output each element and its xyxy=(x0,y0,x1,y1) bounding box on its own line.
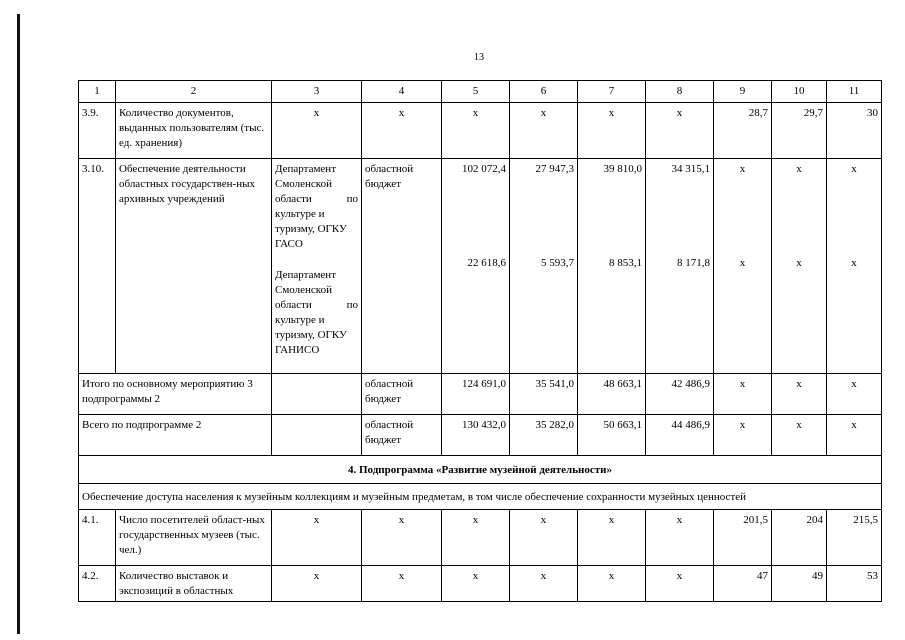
header-cell: 3 xyxy=(272,81,362,103)
table-cell: 28,7 xyxy=(714,103,772,159)
table-cell: x xyxy=(646,566,714,602)
table-cell xyxy=(272,415,362,456)
table-cell: x xyxy=(362,566,442,602)
header-cell: 1 xyxy=(79,81,116,103)
section-goal-row xyxy=(79,484,882,510)
value-a: 39 810,0 xyxy=(603,163,642,175)
value-a: 102 072,4 xyxy=(462,163,506,175)
value-b: 8 853,1 xyxy=(609,257,642,269)
table-cell xyxy=(578,159,646,374)
funding-source: областной бюджет xyxy=(362,415,442,456)
table-cell: x xyxy=(578,103,646,159)
table-cell xyxy=(272,374,362,415)
table-row-4-2 xyxy=(79,566,882,602)
total-label: Итого по основному мероприятию 3 подпрограммы 2 xyxy=(79,374,272,415)
table-cell: 130 432,0 xyxy=(442,415,510,456)
table-cell: x xyxy=(827,415,882,456)
table-cell: x xyxy=(714,415,772,456)
scan-edge-bar xyxy=(17,14,20,634)
header-cell: 2 xyxy=(116,81,272,103)
header-cell: 11 xyxy=(827,81,882,103)
value-b: 8 171,8 xyxy=(677,257,710,269)
executor-line: культуре и туризму, ОГКУ ГАНИСО xyxy=(275,314,347,356)
header-cell: 5 xyxy=(442,81,510,103)
table-cell: x xyxy=(510,566,578,602)
indicator-name: Число посетителей област-ных государственных музеев (тыс. чел.) xyxy=(116,510,272,566)
table-cell xyxy=(442,159,510,374)
table-cell: 44 486,9 xyxy=(646,415,714,456)
row-number: 3.10. xyxy=(79,159,116,374)
table-row-4-1 xyxy=(79,510,882,566)
header-cell: 4 xyxy=(362,81,442,103)
table-row-total-subprogram xyxy=(79,415,882,456)
table-cell: 124 691,0 xyxy=(442,374,510,415)
value-b: x xyxy=(851,257,857,269)
header-cell: 9 xyxy=(714,81,772,103)
table-cell: x xyxy=(510,510,578,566)
table-row-3-10 xyxy=(79,159,882,374)
table-cell: x xyxy=(827,374,882,415)
funding-source: областной бюджет xyxy=(362,159,442,374)
table-cell: x xyxy=(442,103,510,159)
table-cell: x xyxy=(272,510,362,566)
table-cell: 201,5 xyxy=(714,510,772,566)
value-a: 34 315,1 xyxy=(671,163,710,175)
value-b: x xyxy=(796,257,802,269)
row-number: 4.1. xyxy=(79,510,116,566)
indicator-name: Обеспечение деятельности областных государствен-ных архивных учреждений xyxy=(116,159,272,374)
table-cell: 50 663,1 xyxy=(578,415,646,456)
table-cell: x xyxy=(646,103,714,159)
table-cell: 29,7 xyxy=(772,103,827,159)
header-cell: 7 xyxy=(578,81,646,103)
table-cell: x xyxy=(362,103,442,159)
section-goal: Обеспечение доступа населения к музейным коллекциям и музейным предметам, в том числе обеспечение сохранности музейных ценностей xyxy=(79,484,882,510)
total-label: Всего по подпрограмме 2 xyxy=(79,415,272,456)
executor-line: культуре и туризму, ОГКУ ГАСО xyxy=(275,208,347,250)
header-cell: 10 xyxy=(772,81,827,103)
table-cell: x xyxy=(442,510,510,566)
table-cell: x xyxy=(510,103,578,159)
table-cell: x xyxy=(772,415,827,456)
table-cell: 35 541,0 xyxy=(510,374,578,415)
table-cell: x xyxy=(772,374,827,415)
executor-line: Департамент Смоленской xyxy=(275,269,337,296)
table-row-total-event xyxy=(79,374,882,415)
table-cell: 30 xyxy=(827,103,882,159)
table-cell: 204 xyxy=(772,510,827,566)
table-cell: x xyxy=(578,566,646,602)
row-number: 4.2. xyxy=(79,566,116,602)
value-b: x xyxy=(739,257,746,269)
header-row xyxy=(79,81,882,103)
executor-line: области по xyxy=(275,193,358,205)
program-table xyxy=(78,80,882,602)
page-number: 13 xyxy=(474,52,484,63)
header-cell: 8 xyxy=(646,81,714,103)
value-a: x xyxy=(851,163,857,175)
header-cell: 6 xyxy=(510,81,578,103)
table-cell xyxy=(827,159,882,374)
table-cell xyxy=(510,159,578,374)
table-cell: x xyxy=(272,566,362,602)
table-cell: x xyxy=(646,510,714,566)
row-number: 3.9. xyxy=(79,103,116,159)
executor-line: области по xyxy=(275,299,358,311)
table-cell: 35 282,0 xyxy=(510,415,578,456)
table-cell: 53 xyxy=(827,566,882,602)
table-cell: 42 486,9 xyxy=(646,374,714,415)
table-cell: x xyxy=(442,566,510,602)
table-cell: x xyxy=(362,510,442,566)
value-a: 27 947,3 xyxy=(535,163,574,175)
table-cell xyxy=(714,159,772,374)
funding-source: областной бюджет xyxy=(362,374,442,415)
table-cell: 49 xyxy=(772,566,827,602)
table-cell: 215,5 xyxy=(827,510,882,566)
section-title: 4. Подпрограмма «Развитие музейной деятельности» xyxy=(79,456,882,484)
table-cell: x xyxy=(272,103,362,159)
table-row-3-9 xyxy=(79,103,882,159)
indicator-name: Количество выставок и экспозиций в областных xyxy=(116,566,272,602)
executor-line: Департамент Смоленской xyxy=(275,163,337,190)
value-b: 5 593,7 xyxy=(541,257,574,269)
table-cell: x xyxy=(714,374,772,415)
table-cell xyxy=(646,159,714,374)
table-cell xyxy=(772,159,827,374)
value-b: 22 618,6 xyxy=(467,257,506,269)
executor-cell xyxy=(272,159,362,374)
table-cell: 48 663,1 xyxy=(578,374,646,415)
table-cell: 47 xyxy=(714,566,772,602)
section-title-row xyxy=(79,456,882,484)
table-cell: x xyxy=(578,510,646,566)
value-a: x xyxy=(796,163,802,175)
indicator-name: Количество документов, выданных пользователям (тыс. ед. хранения) xyxy=(116,103,272,159)
value-a: x xyxy=(739,163,746,175)
